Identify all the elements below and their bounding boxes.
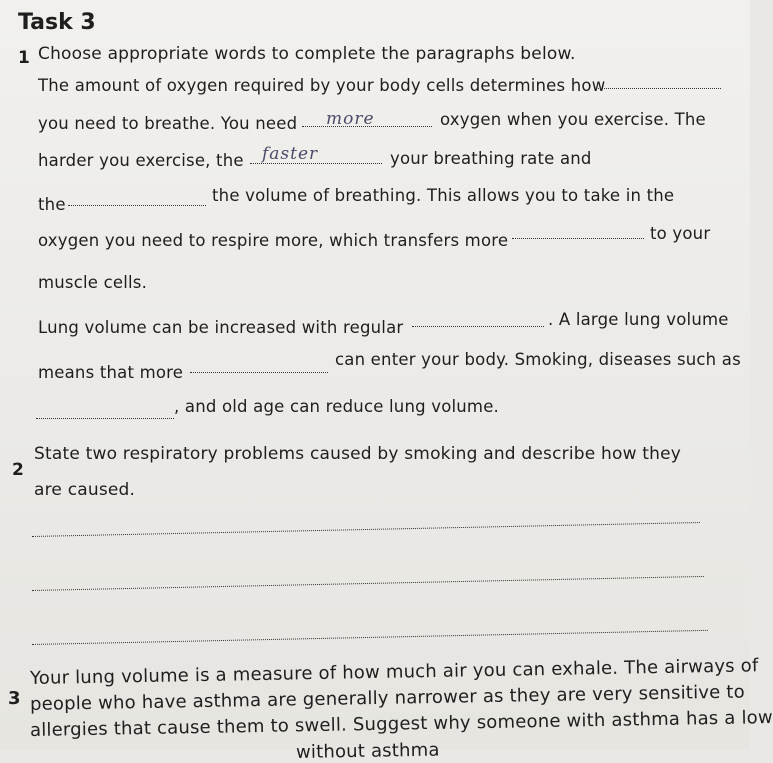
q1-p1-line3a: harder you exercise, the (38, 151, 244, 170)
question-1-number: 1 (18, 48, 30, 68)
q1-p2-line2b: can enter your body. Smoking, diseases such as (335, 350, 741, 369)
task-title: Task 3 (18, 10, 96, 35)
q1-p1-line4b: the volume of breathing. This allows you to take in the (212, 186, 675, 205)
q1-blank-8[interactable] (36, 418, 174, 419)
q1-p2-line1a: Lung volume can be increased with regular (38, 318, 404, 337)
question-3-text-line3: allergies that cause them to swell. Suggest why someone with asthma has a low (29, 707, 773, 741)
question-2-text-line2: are caused. (34, 480, 136, 500)
question-3-text-line2: people who have asthma are generally narrower as they are very sensitive to (29, 681, 745, 715)
q1-blank-5[interactable] (512, 238, 644, 239)
q1-p1-line1: The amount of oxygen required by your body cells determines how (38, 76, 606, 95)
question-3-text-line4: without asthma (295, 739, 440, 763)
q1-p2-line2a: means that more (38, 363, 184, 382)
q2-answer-line-1[interactable] (32, 522, 700, 537)
q1-blank-4[interactable] (68, 205, 206, 206)
q2-answer-line-2[interactable] (32, 576, 704, 591)
q1-p1-line2b: oxygen when you exercise. The (440, 110, 706, 129)
q1-blank-7[interactable] (190, 372, 328, 373)
q2-answer-line-3[interactable] (32, 630, 708, 645)
q1-p2-line3b: , and old age can reduce lung volume. (174, 397, 500, 416)
q1-p1-line2a: you need to breathe. You need (38, 114, 298, 133)
question-3-number: 3 (8, 688, 21, 709)
q1-blank-1[interactable] (596, 88, 721, 89)
q1-p2-line1b: . A large lung volume (548, 310, 729, 329)
q1-p1-line5b: to your (650, 224, 711, 243)
q1-handwritten-answer-3: faster (262, 144, 319, 164)
question-3-text-line1: Your lung volume is a measure of how much air you can exhale. The airways of (29, 655, 759, 689)
q1-p1-line6: muscle cells. (38, 273, 148, 292)
q1-p1-line3b: your breathing rate and (390, 149, 592, 168)
question-2-number: 2 (12, 460, 24, 480)
question-2-text-line1: State two respiratory problems caused by smoking and describe how they (34, 444, 682, 464)
q1-blank-6[interactable] (412, 326, 544, 327)
q1-p1-line4a: the (38, 195, 66, 214)
question-1-instruction: Choose appropriate words to complete the paragraphs below. (38, 44, 576, 64)
q1-handwritten-answer-2: more (326, 109, 375, 129)
q1-p1-line5a: oxygen you need to respire more, which transfers more (38, 231, 509, 250)
